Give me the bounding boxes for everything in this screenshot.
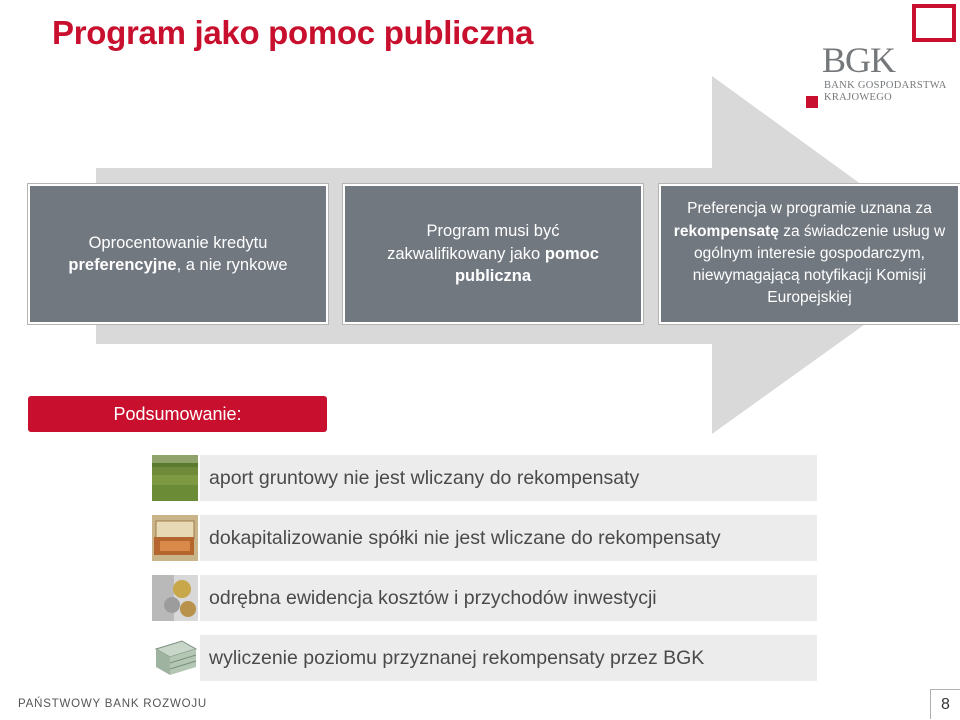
condition-text-2: [345, 220, 641, 288]
text-part-bold: pomoc publiczna: [454, 244, 599, 286]
page-title: Program jako pomoc publiczna: [52, 14, 534, 51]
text-part: Program musi być zakwalifikowany jako: [387, 222, 560, 263]
text-part-bold: rekompensatę: [673, 222, 779, 240]
logo-line1: BANK GOSPODARSTWA: [824, 80, 947, 91]
condition-box-3: [659, 184, 960, 324]
condition-box-2: [343, 184, 643, 324]
summary-item-2: dokapitalizowanie spółki nie jest wliczane do rekompensaty: [200, 515, 817, 561]
summary-item-3: odrębna ewidencja kosztów i przychodów inwestycji: [200, 575, 817, 621]
text-part: Preferencja w programie uznana za: [687, 200, 932, 218]
condition-text-3: [661, 198, 958, 309]
money-stack-photo-icon: [152, 635, 198, 681]
text-part: Oprocentowanie kredytu: [88, 233, 268, 252]
summary-item-4: wyliczenie poziomu przyznanej rekompensaty przez BGK: [200, 635, 817, 681]
summary-label: Podsumowanie:: [28, 396, 327, 432]
logo-wordmark: BGK: [822, 40, 896, 80]
banknotes-photo-icon: [152, 515, 198, 561]
logo-square-outline-icon: [912, 4, 956, 42]
text-part: za świadczenie usług w ogólnym interesie gospodarczym, niewymagającą notyfikacji Komisji Europejskiej: [692, 222, 946, 307]
summary-item-1: aport gruntowy nie jest wliczany do rekompensaty: [200, 455, 817, 501]
text-part-bold: preferencyjne: [68, 256, 177, 274]
bgk-logo: [806, 0, 960, 112]
field-photo-icon: [152, 455, 198, 501]
condition-text-1: [30, 232, 326, 277]
condition-box-1: [28, 184, 328, 324]
coins-photo-icon: [152, 575, 198, 621]
text-part: , a nie rynkowe: [176, 256, 288, 274]
logo-square-small-icon: [806, 96, 818, 108]
footer-org: PAŃSTWOWY BANK ROZWOJU: [18, 698, 208, 710]
logo-line2: KRAJOWEGO: [824, 92, 893, 103]
page-number: 8: [930, 689, 960, 719]
